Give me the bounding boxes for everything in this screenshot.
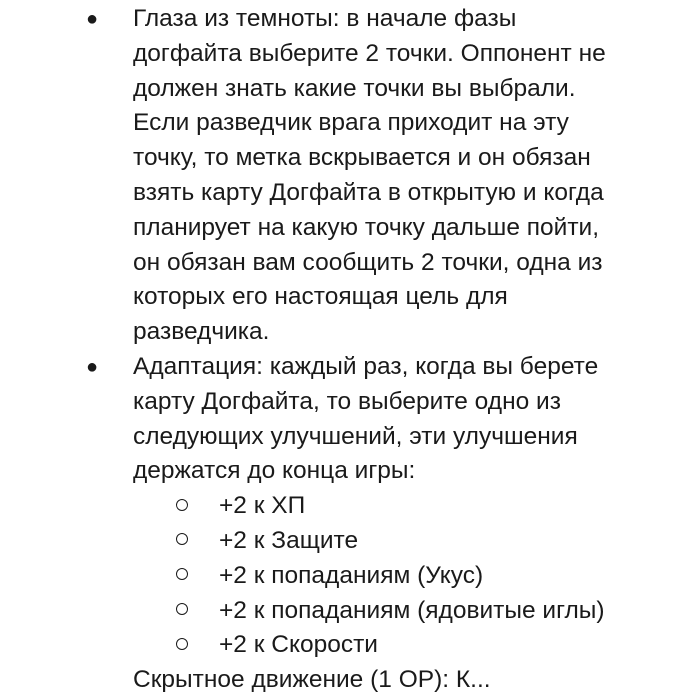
list-item-partial [0,663,700,698]
text-line [0,280,700,315]
document-body [0,2,700,698]
text-line: Если разведчик врага приходит на эту [133,109,569,137]
text-line: точку, то метка вскрывается и он обязан [133,144,591,172]
text-line [0,246,700,281]
sub-item-text: +2 к Скорости [219,631,378,659]
text-line: догфайта выберите 2 точки. Оппонент не [133,39,606,67]
sub-item-text: +2 к попаданиям (ядовитые иглы) [219,596,605,624]
text-line: Адаптация: каждый раз, когда вы берете [133,352,599,380]
circle-bullet-icon [176,524,188,559]
bullet-icon: ● [86,8,99,30]
text-line: держатся до конца игры: [133,457,416,485]
text-line: разведчика. [133,318,270,346]
sub-list-item [0,594,700,629]
sub-list-item [0,489,700,524]
list-item-eyes-from-darkness [0,2,700,37]
text-line: планирует на какую точку дальше пойти, [133,213,600,241]
text-line: взять карту Догфайта в открытую и когда [133,178,604,206]
text-line: он обязан вам сообщить 2 точки, одна из [133,248,603,276]
sub-item-text: +2 к попаданиям (Укус) [219,561,484,589]
sub-list-item [0,524,700,559]
text-line [0,385,700,420]
circle-bullet-icon [176,628,188,663]
sub-item-text: +2 к ХП [219,492,306,520]
text-line [0,454,700,489]
text-line: которых его настоящая цель для [133,283,508,311]
text-line: следующих улучшений, эти улучшения [133,422,578,450]
text-line [0,211,700,246]
bullet-icon: ● [86,355,99,378]
list-item-adaptation [0,350,700,385]
text-line [0,106,700,141]
text-line [0,37,700,72]
sub-item-text: +2 к Защите [219,526,359,554]
text-line [0,315,700,350]
text-line: карту Догфайта, то выберите одно из [133,387,561,415]
text-line: Глаза из темноты: в начале фазы [133,5,517,32]
text-line [0,72,700,107]
text-line [0,141,700,176]
circle-bullet-icon [176,594,188,629]
text-line [0,420,700,455]
sub-list-item [0,559,700,594]
sub-list-item [0,628,700,663]
text-line: должен знать какие точки вы выбрали. [133,74,576,102]
circle-bullet-icon [176,559,188,594]
text-line: Скрытное движение (1 ОР): К... [133,666,491,694]
text-line [0,176,700,211]
circle-bullet-icon [176,489,188,524]
